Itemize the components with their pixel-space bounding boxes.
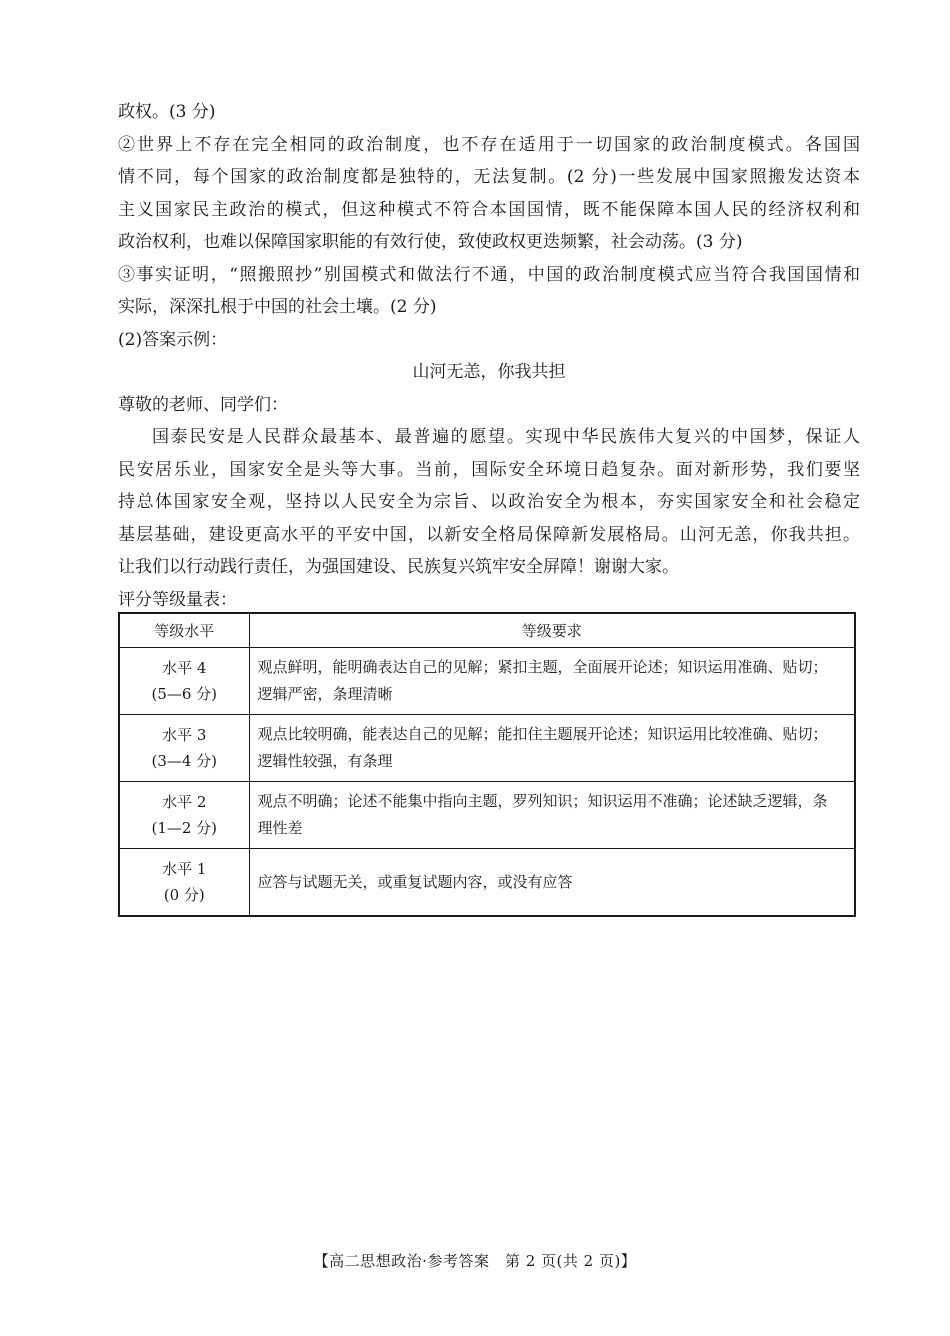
requirement-line: 观点比较明确，能表达自己的见解；能扣住主题展开论述；知识运用比较准确、贴切；: [257, 725, 828, 743]
level-cell: [119, 648, 249, 715]
level-score: (0 分): [163, 886, 205, 904]
requirement-cell: [249, 715, 855, 782]
requirement-line: 观点鲜明，能明确表达自己的见解；紧扣主题，全面展开论述；知识运用准确、贴切；: [257, 658, 828, 676]
text-line: 政治权利，也难以保障国家职能的有效行使，致使政权更迭频繁，社会动荡。(3 分): [118, 232, 743, 252]
text-line: 政权。(3 分): [118, 102, 216, 122]
rubric-table: [118, 612, 856, 917]
text-line: 情不同，每个国家的政治制度都是独特的，无法复制。(2 分)一些发展中国家照搬发达资本: [118, 167, 860, 187]
header-level: 等级水平: [119, 613, 249, 648]
requirement-cell: [249, 849, 855, 917]
level-name: 水平 1: [162, 860, 207, 878]
text-line: 国泰民安是人民群众最基本、最普遍的愿望。实现中华民族伟大复兴的中国梦，保证人: [152, 427, 860, 447]
table-row: [119, 849, 855, 917]
text-line: ②世界上不存在完全相同的政治制度，也不存在适用于一切国家的政治制度模式。各国国: [118, 134, 860, 155]
salutation: 尊敬的老师、同学们：: [118, 394, 288, 415]
page-footer: 【高二思想政治·参考答案 第 2 页(共 2 页)】: [313, 1252, 637, 1270]
level-name: 水平 2: [162, 793, 207, 811]
level-cell: [119, 715, 249, 782]
requirement-line: 理性差: [257, 819, 303, 837]
section-heading: (2)答案示例：: [118, 329, 228, 350]
level-name: 水平 3: [162, 726, 207, 744]
requirement-line: 逻辑性较强，有条理: [257, 752, 393, 770]
table-header-row: [119, 613, 855, 648]
table-row: [119, 715, 855, 782]
text-line: 主义国家民主政治的模式，但这种模式不符合本国国情，既不能保障本国人民的经济权利和: [118, 199, 860, 220]
header-requirement: 等级要求: [249, 613, 855, 648]
rubric-caption: 评分等级量表：: [118, 589, 237, 610]
requirement-line: 应答与试题无关，或重复试题内容，或没有应答: [257, 872, 573, 891]
level-score: (1—2 分): [151, 819, 218, 837]
text-line: 民安居乐业，国家安全是头等大事。当前，国际安全环境日趋复杂。面对新形势，我们要坚: [118, 459, 860, 480]
speech-title: 山河无恙，你我共担: [412, 362, 566, 382]
level-name: 水平 4: [162, 659, 207, 677]
level-score: (3—4 分): [151, 752, 218, 770]
requirement-line: 逻辑严密，条理清晰: [257, 685, 393, 703]
answer-body: [118, 96, 860, 616]
text-line: 实际，深深扎根于中国的社会土壤。(2 分): [118, 297, 437, 317]
level-cell: [119, 782, 249, 849]
table-row: [119, 648, 855, 715]
text-line: 让我们以行动践行责任，为强国建设、民族复兴筑牢安全屏障！谢谢大家。: [118, 557, 679, 577]
requirement-line: 观点不明确；论述不能集中指向主题，罗列知识；知识运用不准确；论述缺乏逻辑，条: [257, 792, 828, 810]
requirement-cell: [249, 782, 855, 849]
level-score: (5—6 分): [151, 685, 218, 703]
text-line: 持总体国家安全观，坚持以人民安全为宗旨、以政治安全为根本，夯实国家安全和社会稳定: [118, 492, 860, 512]
requirement-cell: [249, 648, 855, 715]
level-cell: [119, 849, 249, 917]
text-line: ③事实证明，“照搬照抄”别国模式和做法行不通，中国的政治制度模式应当符合我国国情和: [118, 264, 860, 285]
text-line: 基层基础，建设更高水平的平安中国，以新安全格局保障新发展格局。山河无恙，你我共担。: [118, 524, 860, 545]
table-row: [119, 782, 855, 849]
